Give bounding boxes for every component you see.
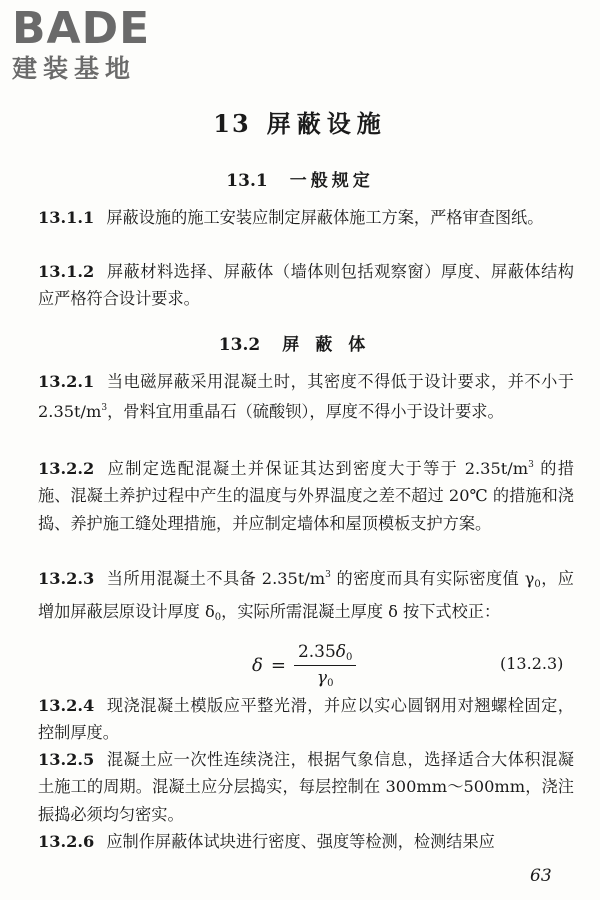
clause-13-1-1 — [38, 204, 574, 231]
formula-equals: = — [270, 655, 286, 676]
bade-logo — [12, 3, 182, 84]
clause-text-cont: 的密度而具有实际密度值 γ — [330, 569, 535, 588]
clause-text: 应制作屏蔽体试块进行密度、强度等检测，检测结果应 — [106, 832, 495, 851]
page-number: 63 — [530, 866, 552, 886]
numerator-subscript: 0 — [346, 652, 353, 663]
formula-numerator — [294, 642, 356, 666]
formula-lhs: δ — [252, 655, 263, 676]
chapter-title — [0, 104, 600, 139]
logo-brand: BADE — [12, 3, 151, 54]
logo-subtitle: 建装基地 — [12, 54, 137, 83]
clause-13-2-6 — [38, 828, 574, 855]
section-title-13-1 — [0, 166, 600, 191]
clause-number: 13.1.1 — [38, 208, 95, 227]
clause-number: 13.1.2 — [38, 262, 95, 281]
clause-13-2-3 — [38, 562, 574, 632]
section-number: 13.1 — [226, 171, 268, 191]
clause-number: 13.2.5 — [38, 750, 95, 769]
section-title-text: 一般规定 — [289, 171, 374, 191]
clause-text: 现浇混凝土模版应平整光滑，并应以实心圆钢用对翘螺栓固定，控制厚度。 — [38, 696, 574, 743]
clause-text: 当所用混凝土不具备 2.35t/m — [106, 569, 326, 588]
formula-number: (13.2.3) — [500, 654, 564, 673]
clause-number: 13.2.6 — [38, 832, 95, 851]
clause-text-cont: ，骨料宜用重晶石（硫酸钡），厚度不得小于设计要求。 — [107, 402, 504, 422]
clause-number: 13.2.2 — [38, 459, 95, 478]
chapter-title-text: 屏蔽设施 — [266, 109, 387, 138]
superscript: 3 — [528, 460, 534, 470]
subscript: 0 — [214, 612, 222, 624]
clause-13-2-1 — [38, 368, 574, 426]
clause-number: 13.2.1 — [38, 372, 95, 391]
clause-text: 应制定选配混凝土并保证其达到密度大于等于 2.35t/m — [106, 459, 529, 478]
subscript: 0 — [534, 579, 541, 590]
superscript: 3 — [325, 570, 331, 580]
numerator-coefficient: 2.35 — [297, 642, 336, 662]
clause-13-2-4 — [38, 692, 574, 747]
numerator-variable: δ — [335, 642, 347, 662]
section-number: 13.2 — [218, 335, 261, 355]
section-title-text: 屏蔽体 — [282, 335, 382, 355]
superscript: 3 — [101, 403, 108, 414]
denominator-subscript: 0 — [327, 678, 334, 689]
clause-text: 当电磁屏蔽采用混凝土时，其密度不得低于设计要求，并不小于 2.35t/m — [38, 372, 574, 422]
clause-number: 13.2.3 — [38, 569, 95, 588]
clause-13-2-2 — [38, 452, 574, 537]
clause-text-cont: 的措施、混凝土养护过程中产生的温度与外界温度之差不超过 20℃ 的措施和浇捣、养护施工缝处理措施，并应制定墙体和屋顶模板支护方案。 — [38, 459, 574, 533]
section-title-13-2 — [0, 330, 600, 355]
clause-number: 13.2.4 — [38, 696, 95, 715]
formula-fraction — [294, 642, 356, 689]
denominator-variable: γ — [316, 668, 328, 688]
clause-13-2-5 — [38, 746, 574, 828]
clause-13-1-2 — [38, 258, 574, 313]
clause-text: 屏蔽设施的施工安装应制定屏蔽体施工方案，严格审查图纸。 — [106, 208, 544, 227]
clause-text-cont: ，实际所需混凝土厚度 δ 按下式校正： — [221, 602, 501, 622]
clause-text: 混凝土应一次性连续浇注，根据气象信息，选择适合大体积混凝土施工的周期。混凝土应分层捣实，每层控制在 300mm～500mm，浇注振捣必须均匀密实。 — [38, 750, 574, 824]
clause-text-cont: ，应增加屏蔽层原设计厚度 δ — [38, 569, 574, 622]
formula-13-2-3 — [252, 642, 356, 689]
chapter-number: 13 — [213, 109, 251, 138]
clause-text: 屏蔽材料选择、屏蔽体（墙体则包括观察窗）厚度、屏蔽体结构应严格符合设计要求。 — [38, 262, 574, 309]
formula-denominator — [317, 666, 334, 689]
